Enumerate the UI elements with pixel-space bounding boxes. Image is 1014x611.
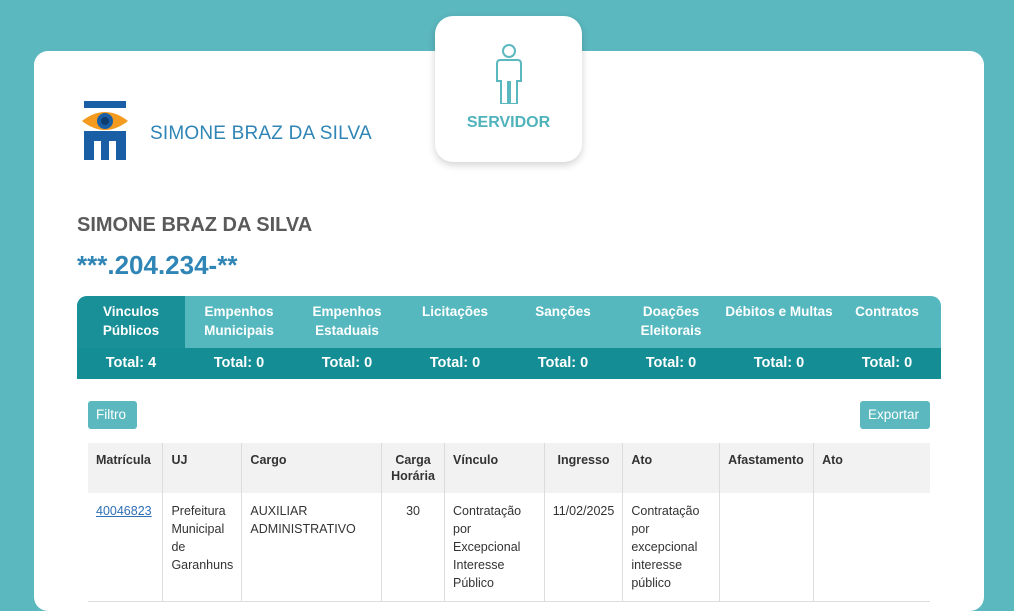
tab-sancoes[interactable]: Sanções <box>535 304 591 319</box>
cell-ato: Contratação por excepcional interesse público <box>623 493 720 602</box>
cell-ato-afastamento <box>814 493 930 602</box>
tab-vinculos-publicos[interactable]: Vinculos Públicos <box>77 296 185 348</box>
tab-total: Total: 0 <box>753 355 805 371</box>
tab-empenhos-estaduais[interactable]: Empenhos Estaduais <box>312 304 382 338</box>
col-header-ingresso: Ingresso <box>544 443 623 493</box>
cell-afastamento <box>720 493 814 602</box>
tab-doacoes-eleitorais[interactable]: Doações Eleitorais <box>640 304 702 338</box>
role-badge <box>435 16 582 162</box>
tab-total: Total: 0 <box>213 355 265 371</box>
header-name: SIMONE BRAZ DA SILVA <box>150 123 372 144</box>
person-icon <box>494 44 524 104</box>
tab-debitos-multas[interactable]: Débitos e Multas <box>725 304 833 319</box>
col-header-uj: UJ <box>163 443 242 493</box>
role-label: SERVIDOR <box>466 114 551 131</box>
tab-total: Total: 0 <box>861 355 913 371</box>
table-row <box>88 493 930 602</box>
tab-total: Total: 0 <box>645 355 697 371</box>
tab-licitacoes[interactable]: Licitações <box>421 304 489 319</box>
export-button[interactable]: Exportar <box>860 401 930 429</box>
vinculos-table <box>88 443 930 602</box>
col-header-afastamento: Afastamento <box>720 443 814 493</box>
col-header-vinculo: Vínculo <box>445 443 545 493</box>
col-header-ato-afastamento: Ato <box>814 443 930 493</box>
tab-empenhos-municipais[interactable]: Empenhos Municipais <box>204 304 274 338</box>
cell-uj: Prefeitura Municipal de Garanhuns <box>163 493 242 602</box>
cell-vinculo: Contratação por Excepcional Interesse Público <box>445 493 545 602</box>
matricula-link[interactable]: 40046823 <box>96 504 152 518</box>
person-name: SIMONE BRAZ DA SILVA <box>77 214 313 236</box>
cell-ingresso: 11/02/2025 <box>544 493 623 602</box>
cell-matricula <box>88 493 163 602</box>
cell-cargo: AUXILIAR ADMINISTRATIVO <box>242 493 382 602</box>
col-header-ato: Ato <box>623 443 720 493</box>
person-cpf: ***.204.234-** <box>77 250 238 280</box>
col-header-carga-horaria: Carga Horária <box>382 443 445 493</box>
tab-total: Total: 0 <box>429 355 481 371</box>
tab-total: Total: 4 <box>105 355 157 371</box>
col-header-matricula: Matrícula <box>88 443 163 493</box>
tab-bar <box>77 296 941 379</box>
cell-carga-horaria: 30 <box>382 493 445 602</box>
tab-total: Total: 0 <box>321 355 373 371</box>
tab-total: Total: 0 <box>537 355 589 371</box>
filter-button[interactable]: Filtro <box>88 401 137 429</box>
eye-logo-icon <box>82 101 128 166</box>
tab-contratos[interactable]: Contratos <box>855 304 919 319</box>
table-header-row <box>88 443 930 493</box>
col-header-cargo: Cargo <box>242 443 382 493</box>
